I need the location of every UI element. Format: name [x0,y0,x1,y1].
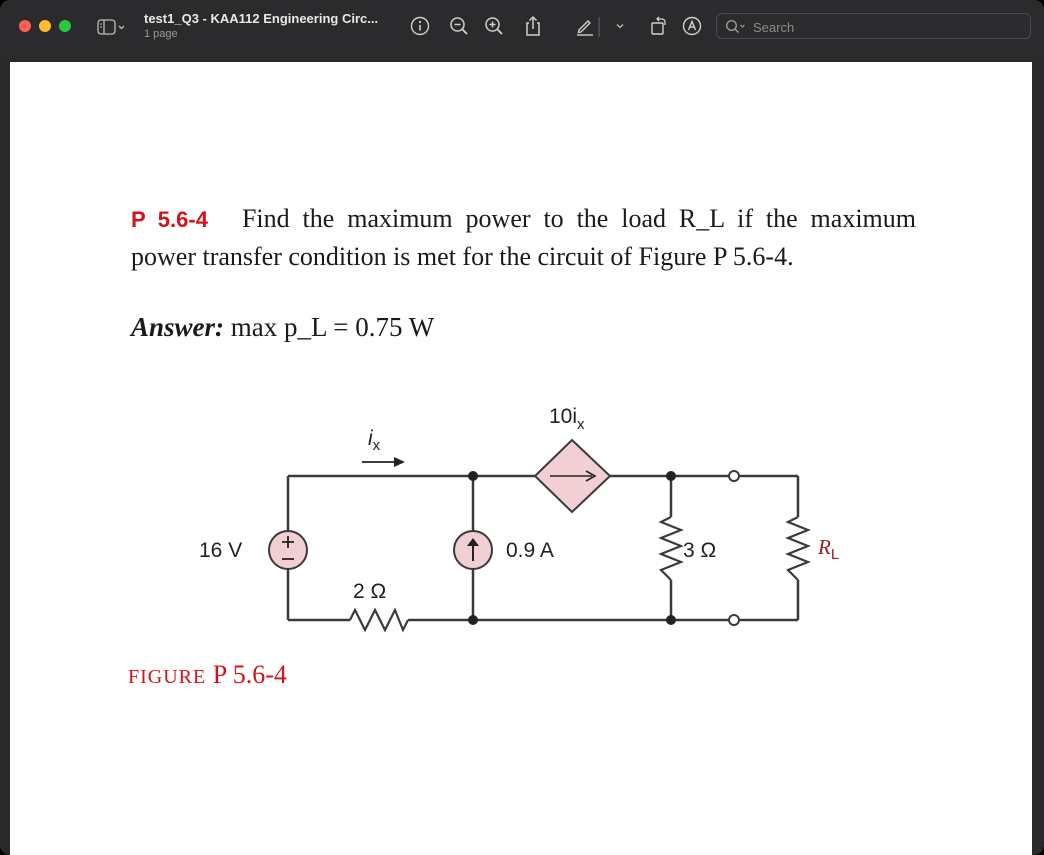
rotate-button[interactable] [647,15,669,37]
resistor-3-label: 3 Ω [683,539,717,562]
answer-label: Answer: [131,312,225,342]
zoom-out-button[interactable] [448,15,470,37]
info-icon [410,16,430,36]
current-direction-arrow [362,457,405,467]
circuit-diagram [10,62,1032,682]
load-resistor [788,517,808,580]
ix-label: $i_x$ [368,427,381,454]
resistor-2-label: 2 Ω [353,580,387,603]
zoom-in-button[interactable] [483,15,505,37]
voltage-source-label: 16 V [199,539,243,562]
answer-text: max p_L = 0.75 W [230,312,435,342]
document-title[interactable]: test1_Q3 - KAA112 Engineering Circ... [144,11,379,26]
markup-button[interactable] [574,15,596,37]
search-icon [725,19,749,35]
markup-menu-button[interactable] [609,15,631,37]
search-input[interactable] [751,17,1015,37]
pen-icon [575,16,595,36]
resistor-2-ohm [350,610,408,630]
share-icon [523,15,543,37]
chevron-down-icon [615,21,625,31]
toolbar-divider [598,17,600,37]
dependent-source-label: $10i_x$ [549,405,585,433]
zoom-out-icon [449,16,469,36]
zoom-in-icon [484,16,504,36]
voltage-source [269,531,307,569]
resistor-3-ohm [661,517,681,580]
minimize-window-button[interactable] [39,20,51,32]
sidebar-icon [97,19,125,35]
search-field[interactable] [716,13,1031,39]
titlebar [0,0,1044,54]
problem-text: Find the maximum power to the load R_L if the maximum power transfer condition is met for the circuit of Figure P 5.6-4. [131,204,916,271]
annotate-button[interactable] [681,15,703,37]
annotate-icon [682,16,702,36]
load-label: $R_L$ [818,535,840,563]
pdf-page [10,62,1032,855]
share-button[interactable] [522,15,544,37]
problem-number: P 5.6-4 [131,207,208,232]
load-terminals [729,471,739,625]
dependent-current-source [535,440,610,512]
close-window-button[interactable] [19,20,31,32]
sidebar-toggle-button[interactable] [97,19,125,35]
zoom-window-button[interactable] [59,20,71,32]
document-title-block [144,11,378,40]
info-button[interactable] [409,15,431,37]
rotate-icon [648,16,668,36]
figure-caption: FIGURE P 5.6-4 [128,660,287,689]
current-source-label: 0.9 A [506,539,554,562]
page-count: 1 page [144,28,178,40]
current-source [454,531,492,569]
